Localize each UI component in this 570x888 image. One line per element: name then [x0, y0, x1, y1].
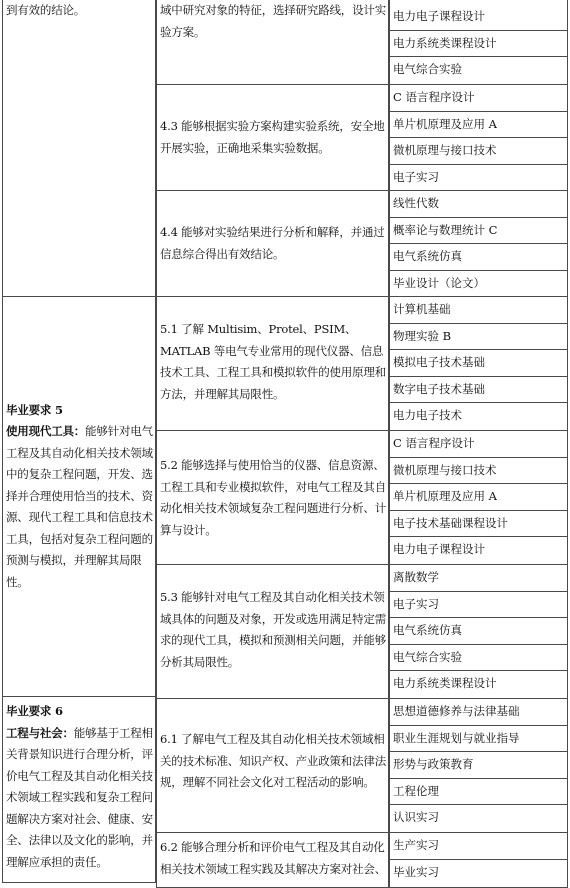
- indicator-column: [156, 0, 389, 888]
- course-group-6-1: [389, 698, 568, 833]
- indicator-cell-4-3: [156, 84, 389, 191]
- course-item: 思想道德修养与法律基础: [390, 699, 567, 726]
- requirement-5-desc: 能够针对电气工程及其自动化相关技术领域中的复杂工程问题，开发、选择并合理使用恰当的技术、资源、现代工程工具和信息技术工具，包括对复杂工程问题的预测与模拟，并理解其局限性。: [6, 424, 153, 589]
- indicator-cell-5-1: [156, 296, 389, 431]
- indicator-text: 4.3 能够根据实验方案构建实验系统，安全地开展实验，正确地采集实验数据。: [160, 119, 385, 155]
- course-group-6-2: [389, 832, 568, 888]
- course-item: 电力电子课程设计: [390, 4, 567, 31]
- requirement-column: [2, 0, 156, 883]
- course-item: 形势与政策教育: [390, 752, 567, 779]
- requirement-5-body: [6, 421, 153, 593]
- course-item: 单片机原理及应用 A: [390, 484, 567, 511]
- indicator-cell-5-2: [156, 430, 389, 565]
- course-item: 电子技术基础课程设计: [390, 511, 567, 538]
- indicator-text: 6.2 能够合理分析和评价电气工程及其自动化相关技术领域工程实践及其解决方案对社会、: [160, 840, 386, 876]
- requirement-6-title: 毕业要求 6: [6, 704, 63, 718]
- requirements-table: [2, 0, 568, 883]
- course-item: 数字电子技术基础: [390, 377, 567, 404]
- course-group-5-1: [389, 296, 568, 431]
- course-item: 概率论与数理统计 C: [390, 218, 567, 245]
- course-item: 电力电子课程设计: [393, 542, 485, 556]
- requirement-6-desc: 能够基于工程相关背景知识进行合理分析，评价电气工程及其自动化相关技术领域工程实践和复杂工程问题解决方案对社会、健康、安全、法律以及文化的影响，并理解应承担的责任。: [6, 725, 153, 869]
- course-item: 电子实习: [393, 169, 439, 184]
- requirement-cell-6: [2, 696, 156, 883]
- course-item: 电力电子技术: [393, 408, 462, 422]
- indicator-text: 4.4 能够对实验结果进行分析和解释，并通过信息综合得出有效结论。: [160, 225, 385, 261]
- course-item: 电气综合实验: [393, 62, 462, 76]
- requirement-cell-5: [2, 296, 156, 697]
- course-item: 微机原理与接口技术: [390, 458, 567, 485]
- course-group-4-3: [389, 84, 568, 191]
- indicator-cell-4-2: [156, 0, 389, 85]
- requirement-cell-4: [2, 0, 156, 297]
- course-item: 计算机基础: [390, 297, 567, 324]
- course-item: 电子实习: [390, 592, 567, 619]
- course-item: 微机原理与接口技术: [390, 138, 567, 165]
- requirement-4-tail: 到有效的结论。: [6, 3, 86, 17]
- course-item: C 语言程序设计: [390, 85, 567, 112]
- requirement-5-label: 使用现代工具：: [6, 424, 86, 439]
- course-item: C 语言程序设计: [390, 431, 567, 458]
- course-item: 电力系统类课程设计: [390, 31, 567, 58]
- course-group-5-3: [389, 564, 568, 699]
- indicator-text: 域中研究对象的特征，选择研究路线，设计实验方案。: [160, 3, 386, 39]
- course-item: 物理实验 B: [390, 324, 567, 351]
- indicator-cell-4-4: [156, 190, 389, 297]
- course-item: 电气系统仿真: [390, 244, 567, 271]
- indicator-text: 5.3 能够针对电气工程及其自动化相关技术领域具体的问题及对象，开发或选用满足特定需求的现代工具，模拟和预测相关问题，并能够分析其局限性。: [160, 590, 386, 669]
- course-item: 生产实习: [390, 833, 567, 860]
- indicator-cell-6-1: [156, 698, 389, 833]
- course-item: 电气系统仿真: [390, 618, 567, 645]
- course-item: 离散数学: [390, 565, 567, 592]
- indicator-text: 5.2 能够选择与使用恰当的仪器、信息资源、工程工具和专业模拟软件，对电气工程及其自动化相关技术领域复杂工程问题进行分析、计算与设计。: [160, 458, 386, 537]
- course-group-5-2: [389, 430, 568, 565]
- course-column: [389, 0, 568, 888]
- indicator-cell-6-2: [156, 832, 389, 888]
- course-group-4-4: [389, 190, 568, 297]
- course-item: 毕业实习: [393, 864, 439, 879]
- indicator-cell-5-3: [156, 564, 389, 699]
- course-item: 认识实习: [393, 810, 439, 824]
- course-item: 电力系统类课程设计: [393, 676, 497, 690]
- indicator-text: 6.1 了解电气工程及其自动化相关技术领域相关的技术标准、知识产权、产业政策和法律法规，理解不同社会文化对工程活动的影响。: [160, 732, 386, 789]
- course-item: 线性代数: [390, 191, 567, 218]
- course-item: 模拟电子技术基础: [390, 350, 567, 377]
- course-item: 电气综合实验: [390, 645, 567, 672]
- course-item: 单片机原理及应用 A: [390, 112, 567, 139]
- course-item: 职业生涯规划与就业指导: [390, 726, 567, 753]
- indicator-text: 5.1 了解 Multisim、Protel、PSIM、MATLAB 等电气专业常用的现代仪器、信息技术工具、工程工具和模拟软件的使用原理和方法，并理解其局限性。: [160, 322, 386, 401]
- requirement-6-body: [6, 723, 153, 874]
- requirement-5-title: 毕业要求 5: [6, 402, 63, 417]
- course-item: 工程伦理: [390, 779, 567, 806]
- course-group-4-2: [389, 0, 568, 85]
- requirement-6-label: 工程与社会：: [6, 725, 74, 740]
- course-item: 毕业设计（论文）: [393, 275, 485, 290]
